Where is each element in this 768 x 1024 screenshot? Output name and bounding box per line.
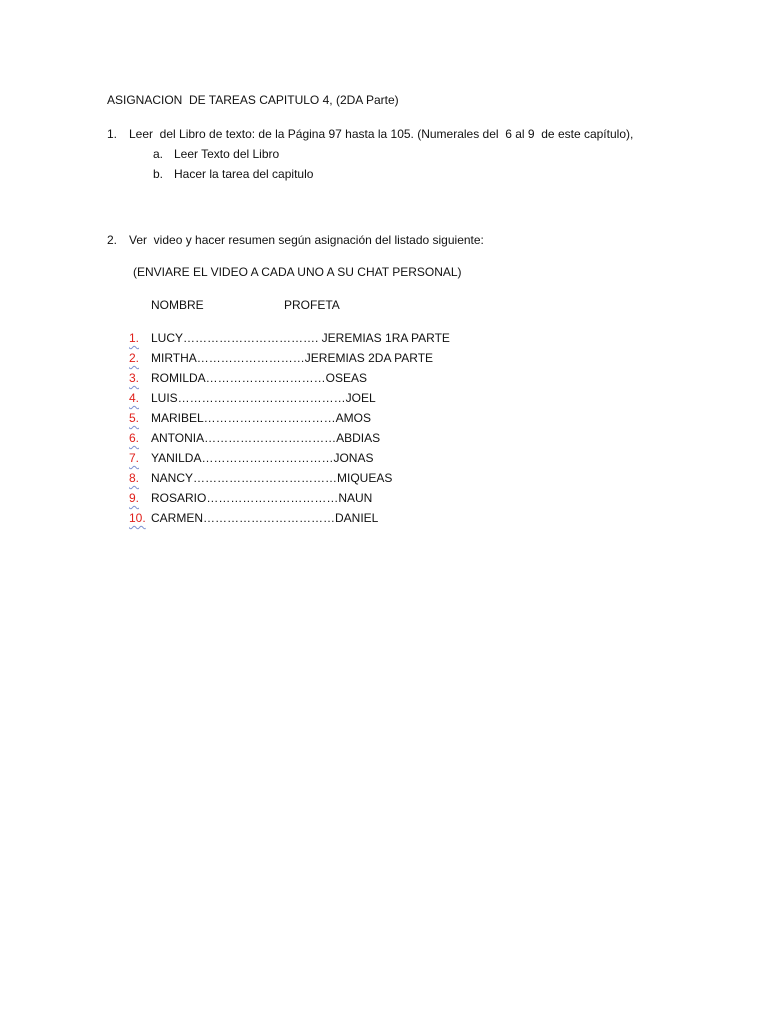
- list-item-text: MIRTHA………………………JEREMIAS 2DA PARTE: [151, 351, 434, 365]
- list-item: [129, 450, 450, 470]
- list-item-number: 7.: [129, 451, 140, 465]
- list-item: [129, 370, 450, 390]
- list-item-text: YANILDA……………………………JONAS: [151, 451, 374, 465]
- list-item-text: LUCY……………………………. JEREMIAS 1RA PARTE: [151, 331, 450, 345]
- list-item-number: 3.: [129, 371, 140, 385]
- subitem-a-text: Leer Texto del Libro: [174, 147, 280, 161]
- list-item-number: 9.: [129, 491, 140, 505]
- document-title: ASIGNACION DE TAREAS CAPITULO 4, (2DA Parte): [107, 93, 399, 107]
- header-nombre: NOMBRE: [151, 298, 204, 312]
- list-item-text: NANCY………………………………MIQUEAS: [151, 471, 393, 485]
- list-item: [129, 350, 450, 370]
- list-item-text: ROMILDA…………………………OSEAS: [151, 371, 368, 385]
- list-item-number: 1.: [129, 331, 140, 345]
- list-item-number: 6.: [129, 431, 140, 445]
- list-item: [129, 330, 450, 350]
- list-item-number: 5.: [129, 411, 140, 425]
- header-profeta: PROFETA: [284, 298, 340, 312]
- subitem-b-text: Hacer la tarea del capitulo: [174, 167, 314, 181]
- list-item: [129, 430, 450, 450]
- list-item-number: 2.: [129, 351, 140, 365]
- list-item-text: ANTONIA……………………………ABDIAS: [151, 431, 381, 445]
- list-item: [129, 470, 450, 490]
- list-item-text: LUIS……………………………………JOEL: [151, 391, 376, 405]
- list-item: [129, 410, 450, 430]
- assignment-list: [129, 330, 450, 530]
- item-1-text: Leer del Libro de texto: de la Página 97 hasta la 105. (Numerales del 6 al 9 de este capítulo),: [129, 127, 634, 141]
- subitem-b-label: b.: [153, 167, 164, 181]
- list-item-number: 8.: [129, 471, 140, 485]
- list-item-text: CARMEN……………………………DANIEL: [151, 511, 379, 525]
- item-1-number: 1.: [107, 127, 118, 141]
- list-item: [129, 390, 450, 410]
- video-note: (ENVIARE EL VIDEO A CADA UNO A SU CHAT PERSONAL): [133, 265, 462, 279]
- list-item: [129, 490, 450, 510]
- item-2-number: 2.: [107, 233, 118, 247]
- list-item-text: MARIBEL……………………………AMOS: [151, 411, 372, 425]
- item-2-text: Ver video y hacer resumen según asignación del listado siguiente:: [129, 233, 484, 247]
- subitem-a-label: a.: [153, 147, 164, 161]
- list-item-text: ROSARIO……………………………NAUN: [151, 491, 373, 505]
- list-item-number: 4.: [129, 391, 140, 405]
- list-item: [129, 510, 450, 530]
- list-item-number: 10.: [129, 511, 146, 525]
